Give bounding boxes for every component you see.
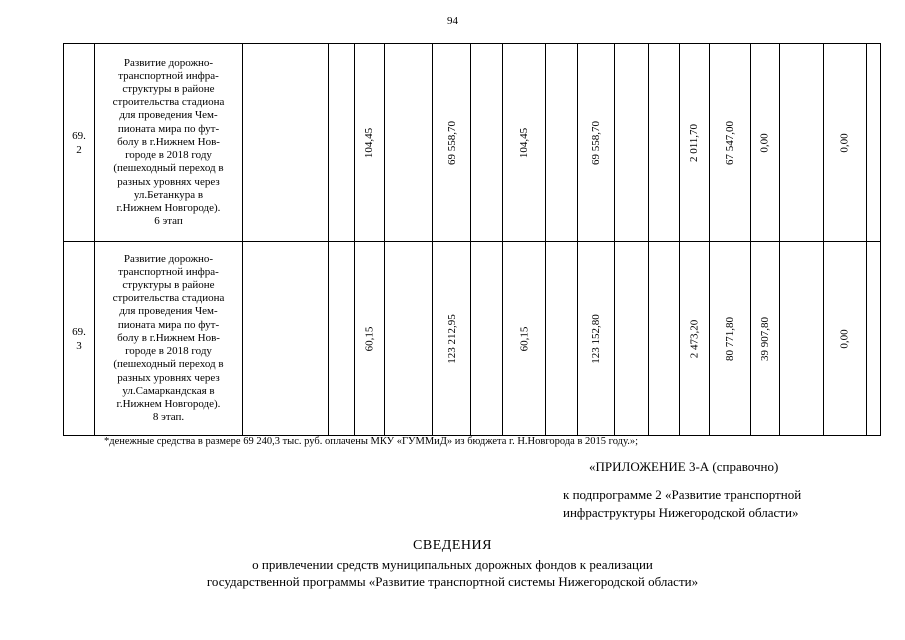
cell-value: 123 152,80	[590, 313, 602, 364]
subprogram-line-2: инфраструктуры Нижегородской области»	[563, 505, 799, 520]
table-row	[64, 44, 881, 242]
value-cell	[385, 44, 433, 242]
value-cell	[329, 44, 355, 242]
value-cell	[243, 242, 329, 436]
value-cell	[385, 242, 433, 436]
value-cell	[680, 44, 710, 242]
page-number: 94	[447, 15, 458, 27]
heading-line-2: государственной программы «Развитие транспортной системы Нижегородской области»	[206, 574, 699, 589]
cell-value: 2 473,20	[688, 319, 701, 358]
row-description: Развитие дорожно- транспортной инфра- структуры в районе строительства стадиона для проведения Чем- пионата мира по фут- болу в г.Нижнем Нов- городе в 2018 году (пешеходный переход в разных уровнях через ул.Бетанкура в г.Нижнем Новгороде). 6 этап	[95, 44, 243, 242]
value-cell	[780, 242, 824, 436]
value-cell	[355, 44, 385, 242]
table-row	[64, 242, 881, 436]
value-cell	[355, 242, 385, 436]
heading-line-1: о привлечении средств муниципальных дорожных фондов к реализации	[252, 557, 653, 572]
value-cell	[710, 44, 751, 242]
value-cell	[503, 44, 546, 242]
value-cell	[546, 44, 578, 242]
cell-value: 67 547,00	[724, 120, 736, 165]
cell-value: 69 558,70	[590, 120, 602, 165]
value-cell	[615, 44, 649, 242]
row-number: 69. 2	[64, 44, 95, 242]
cell-value: 2 011,70	[688, 123, 701, 162]
value-cell	[680, 242, 710, 436]
funding-table	[63, 43, 881, 436]
document-heading: СВЕДЕНИЯ	[413, 538, 492, 553]
row-description: Развитие дорожно- транспортной инфра- структуры в районе строительства стадиона для проведения Чем- пионата мира по фут- болу в г.Нижнем Нов- городе в 2018 году (пешеходный переход в разных уровнях через ул.Самаркандская в г.Нижнем Новгороде). 8 этап.	[95, 242, 243, 436]
value-cell	[329, 242, 355, 436]
cell-value: 104,45	[363, 127, 376, 158]
cell-value: 123 212,95	[445, 313, 458, 364]
value-cell	[867, 242, 881, 436]
value-cell	[433, 242, 471, 436]
cell-value: 80 771,80	[724, 316, 736, 361]
value-cell	[471, 44, 503, 242]
value-cell	[615, 242, 649, 436]
value-cell	[824, 242, 867, 436]
value-cell	[433, 44, 471, 242]
cell-value: 69 558,70	[445, 120, 458, 165]
value-cell	[867, 44, 881, 242]
value-cell	[578, 44, 615, 242]
value-cell	[578, 242, 615, 436]
appendix-title: «ПРИЛОЖЕНИЕ 3-А (справочно)	[589, 459, 779, 474]
value-cell	[710, 242, 751, 436]
value-cell	[780, 44, 824, 242]
value-cell	[649, 242, 680, 436]
cell-value: 0,00	[839, 132, 851, 153]
value-cell	[546, 242, 578, 436]
value-cell	[471, 242, 503, 436]
footnote: *денежные средства в размере 69 240,3 тыс. руб. оплачены МКУ «ГУММиД» из бюджета г. Н.Новгорода в 2015 году.»;	[104, 436, 639, 447]
cell-value: 0,00	[839, 328, 851, 349]
cell-value: 60,15	[363, 326, 376, 351]
row-number: 69. 3	[64, 242, 95, 436]
value-cell	[649, 44, 680, 242]
value-cell	[503, 242, 546, 436]
value-cell	[751, 242, 780, 436]
subprogram-line-1: к подпрограмме 2 «Развитие транспортной	[563, 487, 802, 502]
value-cell	[751, 44, 780, 242]
value-cell	[243, 44, 329, 242]
cell-value: 0,00	[759, 132, 771, 153]
cell-value: 39 907,80	[759, 316, 771, 361]
cell-value: 104,45	[518, 127, 530, 158]
cell-value: 60,15	[518, 326, 530, 351]
value-cell	[824, 44, 867, 242]
